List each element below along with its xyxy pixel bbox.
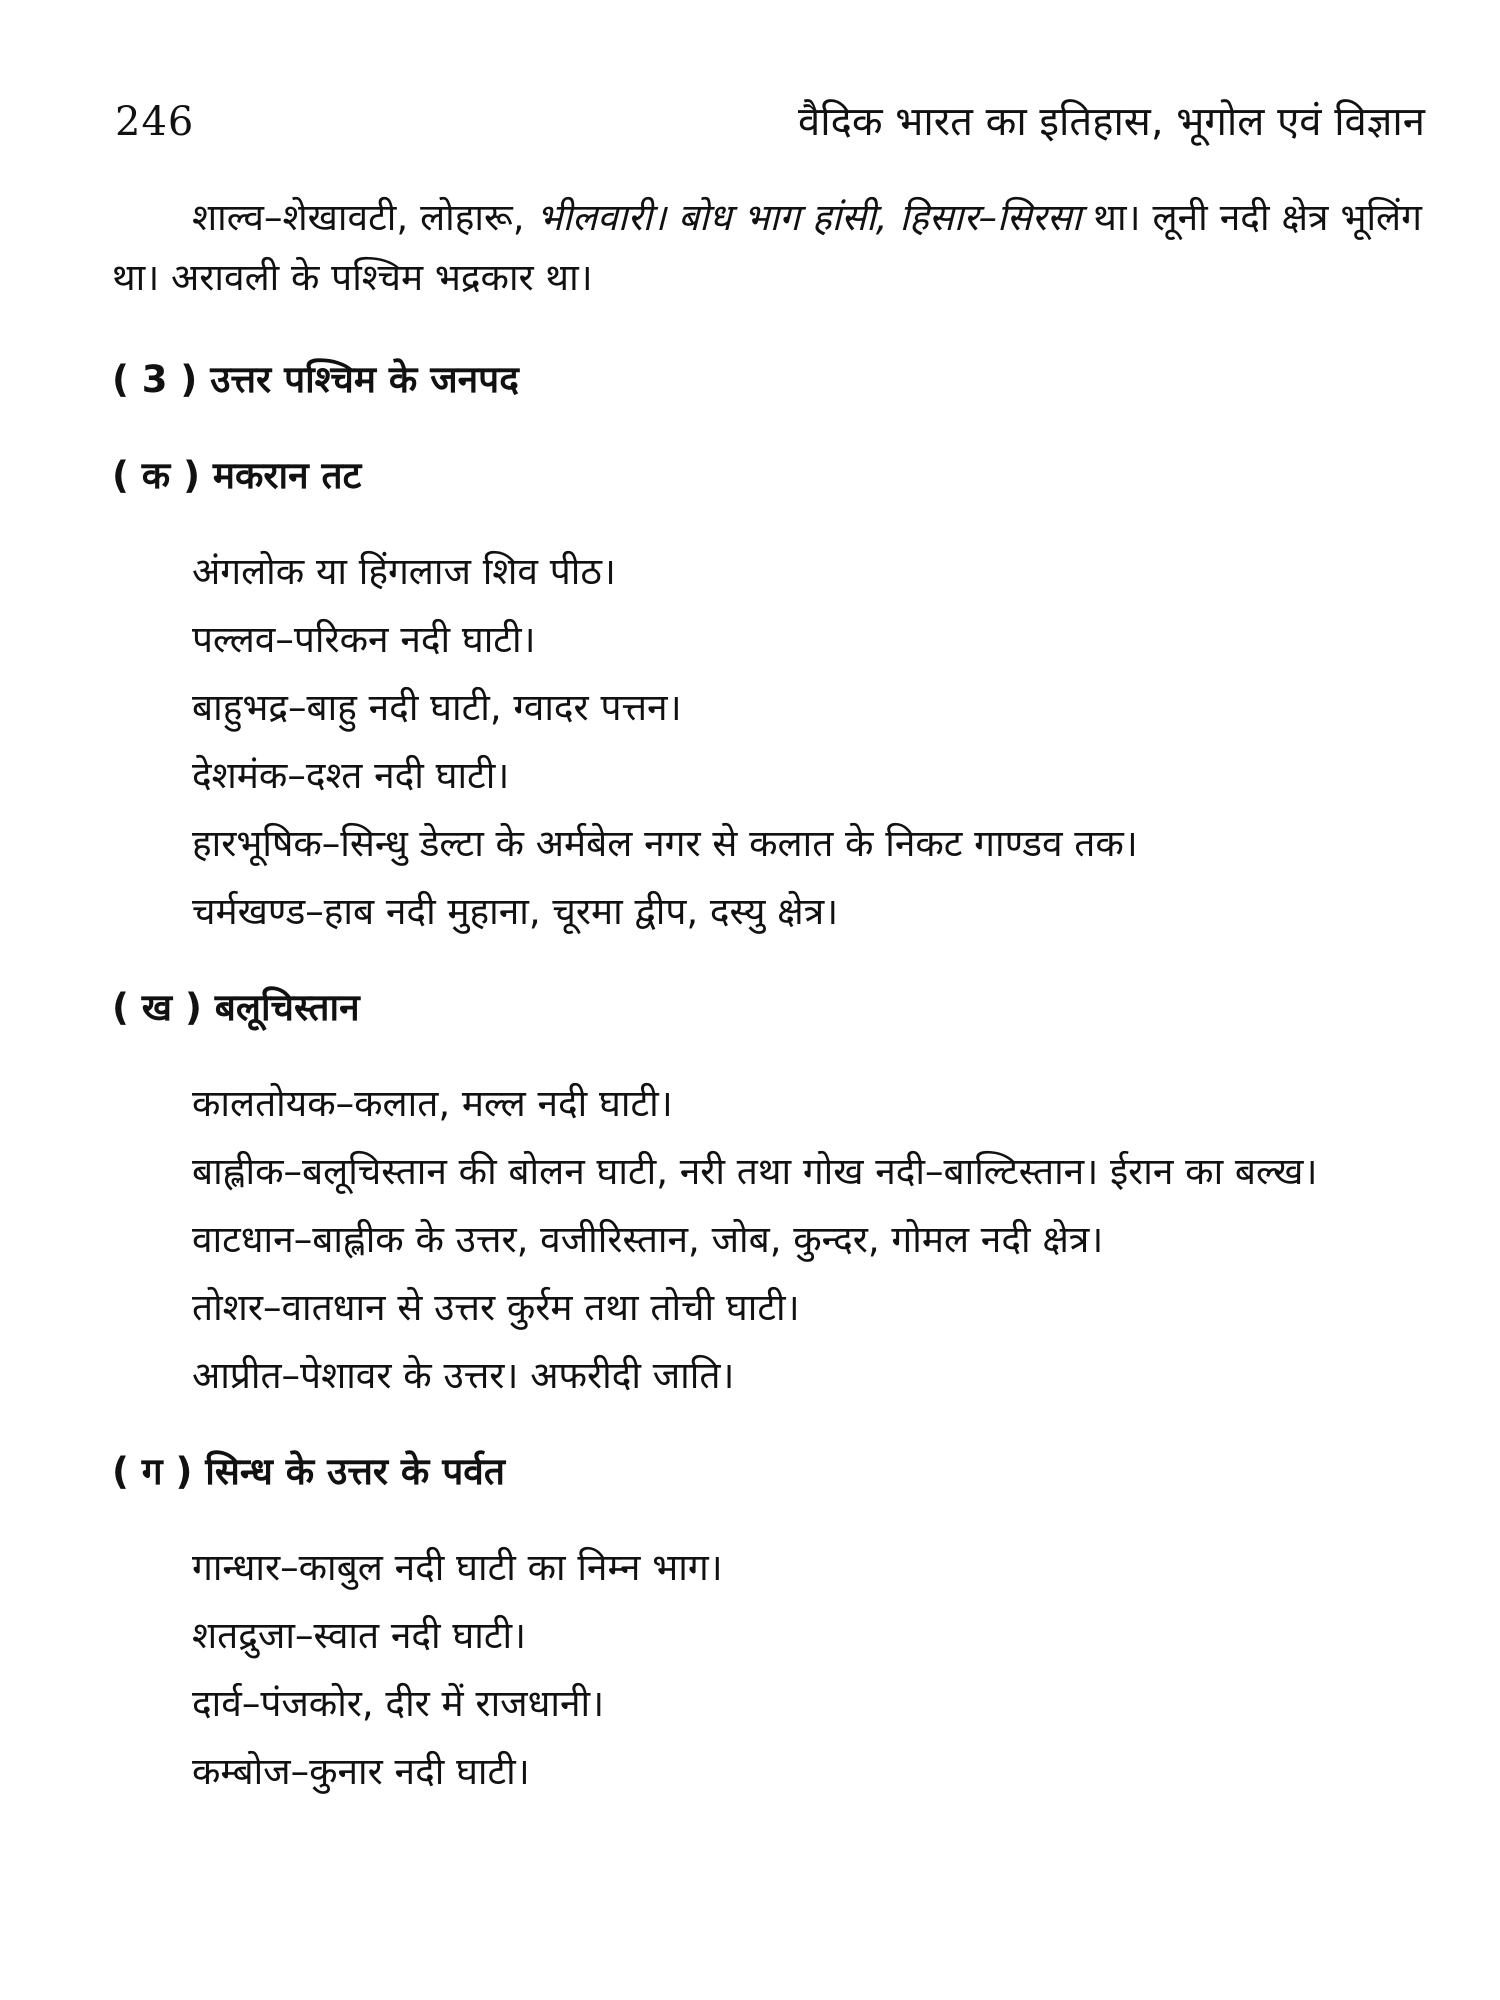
subsection-heading-ka: ( क ) मकरान तट <box>112 454 362 497</box>
page-body <box>112 188 1422 1802</box>
entry-desc: –कुनार नदी घाटी। <box>290 1750 530 1793</box>
entry-term: कम्बोज <box>192 1750 291 1793</box>
list-item <box>112 814 1422 874</box>
running-title: वैदिक भारत का इतिहास, भूगोल एवं विज्ञान <box>797 99 1425 145</box>
list-item <box>112 1538 1422 1598</box>
entry-desc: –बाह्लीक के उत्तर, वजीरिस्तान, जोब, कुन्दर, गोमल नदी क्षेत्र। <box>293 1218 1104 1261</box>
entry-desc: –हाब नदी मुहाना, चूरमा द्वीप, दस्यु क्षेत्र। <box>305 890 839 933</box>
list-item <box>112 1142 1422 1202</box>
entry-desc: –कलात, मल्ल नदी घाटी। <box>335 1082 673 1125</box>
ka-intro-line: अंगलोक या हिंगलाज शिव पीठ। <box>192 550 616 593</box>
entry-desc: –पेशावर के उत्तर। अफरीदी जाति। <box>281 1354 735 1397</box>
entry-term: कालतोयक <box>192 1082 336 1125</box>
intro-paragraph <box>112 188 1422 308</box>
entry-term: देशमंक <box>192 754 288 797</box>
section-heading-3: ( 3 ) उत्तर पश्चिम के जनपद <box>112 358 519 401</box>
entry-term: बाहुभद्र <box>192 686 289 729</box>
entry-desc: –वातधान से उत्तर कुर्रम तथा तोची घाटी। <box>262 1286 800 1329</box>
intro-text-b: था। लूनी नदी क्षेत्र भूलिंग था। अरावली के पश्चिम भद्रकार था। <box>112 196 1422 299</box>
list-item <box>112 678 1422 738</box>
list-item <box>112 610 1422 670</box>
page-number: 246 <box>115 99 195 145</box>
entry-term: शतद्रुजा <box>192 1614 295 1657</box>
subsection-heading-ga: ( ग ) सिन्ध के उत्तर के पर्वत <box>112 1450 505 1493</box>
entry-term: आप्रीत <box>192 1354 282 1397</box>
entry-desc: –परिकन नदी घाटी। <box>275 618 536 661</box>
list-item <box>112 1346 1422 1406</box>
entry-term: चर्मखण्ड <box>192 890 306 933</box>
subsection-heading-kha: ( ख ) बलूचिस्तान <box>112 986 360 1029</box>
entry-term: गान्धार <box>192 1546 281 1589</box>
list-item <box>112 746 1422 806</box>
entry-desc: –सिन्धु डेल्टा के अर्मबेल नगर से कलात के निकट गाण्डव तक। <box>321 822 1138 865</box>
list-item <box>112 1278 1422 1338</box>
list-item <box>112 882 1422 942</box>
intro-text-italic: भीलवारी। बोध भाग हांसी, हिसार–सिरसा <box>536 196 1082 239</box>
entry-term: बाह्लीक <box>192 1150 284 1193</box>
entry-desc: –बलूचिस्तान की बोलन घाटी, नरी तथा गोख नदी–बाल्टिस्तान। ईरान का बल्ख। <box>283 1150 1318 1193</box>
entry-term: पल्लव <box>192 618 276 661</box>
intro-text-a: शाल्व–शेखावटी, लोहारू, <box>192 196 537 239</box>
list-item <box>112 1606 1422 1666</box>
entry-desc: –स्वात नदी घाटी। <box>294 1614 527 1657</box>
entry-term: दार्व <box>192 1682 242 1725</box>
list-item <box>112 1742 1422 1802</box>
list-item <box>112 1210 1422 1270</box>
entry-term: हारभूषिक <box>192 822 322 865</box>
entry-desc: –पंजकोर, दीर में राजधानी। <box>241 1682 605 1725</box>
entry-desc: –काबुल नदी घाटी का निम्न भाग। <box>280 1546 723 1589</box>
page-header <box>115 92 1425 152</box>
entry-desc: –बाहु नदी घाटी, ग्वादर पत्तन। <box>288 686 682 729</box>
entry-term: वाटधान <box>192 1218 294 1261</box>
entry-desc: –दश्त नदी घाटी। <box>287 754 510 797</box>
entry-term: तोशर <box>192 1286 263 1329</box>
list-item <box>112 1674 1422 1734</box>
list-item <box>112 1074 1422 1134</box>
